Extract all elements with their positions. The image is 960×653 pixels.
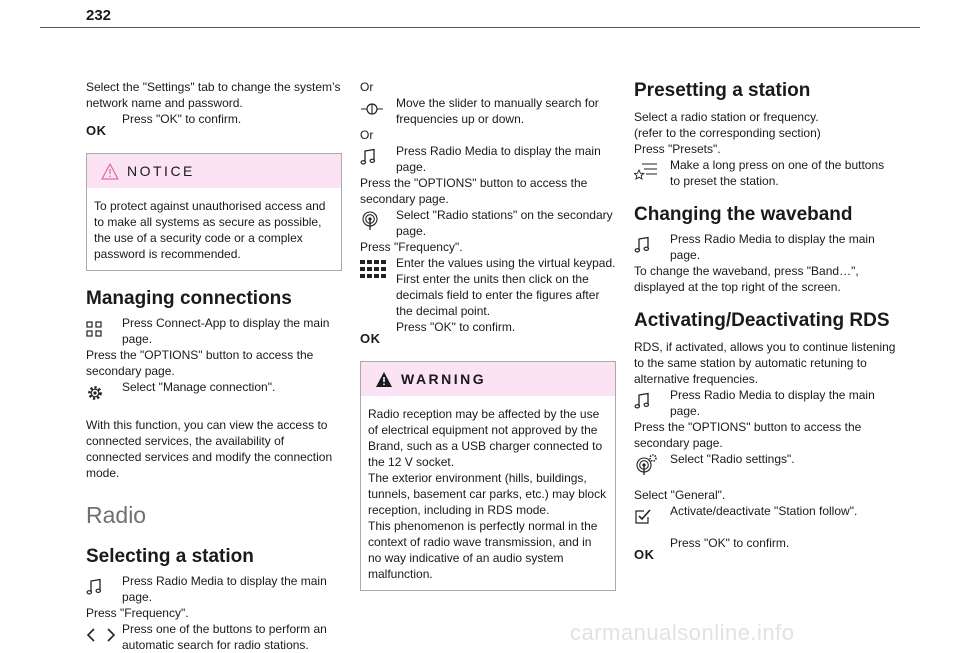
- ok-icon: OK: [360, 331, 381, 346]
- settings-intro: Select the "Settings" tab to change the system’s network name and password.: [86, 80, 341, 110]
- music-note-icon: [634, 231, 670, 259]
- radio-media-step: Press Radio Media to display the main page.: [360, 143, 616, 175]
- radio-stations-step: Select "Radio stations" on the secondary page.: [360, 207, 616, 239]
- selecting-step-1: Press Radio Media to display the main page.: [86, 573, 342, 605]
- warning-header: [361, 362, 615, 396]
- rds-activate-step: Activate/deactivate "Station follow".: [634, 503, 896, 531]
- warning-body: Radio reception may be affected by the use of electrical equipment not approved by the Brand, such as a USB charger connected to the 12 V socket. The exterior environment (hills, buildings, tunnels, basement car parks, etc.) may block reception, including in RDS mode. This phenomenon is perfectly normal in the context of radio wave transmission, and in no way indicative of an audio system malfunction.: [368, 407, 607, 581]
- managing-step-2: Press the "OPTIONS" button to access the secondary page.: [86, 348, 314, 378]
- ok-step-text: Press "OK" to confirm.: [122, 112, 242, 126]
- managing-step-1: Press Connect-App to display the main page.: [86, 315, 342, 347]
- notice-title: NOTICE: [127, 163, 195, 179]
- ok-icon: OK: [86, 123, 107, 138]
- warning-box: [360, 361, 616, 591]
- heading-presetting-station: Presetting a station: [634, 80, 811, 101]
- warning-title: WARNING: [401, 371, 487, 387]
- waveband-step-1: Press Radio Media to display the main page.: [634, 231, 896, 263]
- or-2: Or: [360, 128, 374, 142]
- notice-header: [87, 154, 341, 188]
- keypad-icon: [360, 255, 396, 283]
- selecting-step-3: Press one of the buttons to perform an automatic search for radio stations.: [86, 621, 342, 653]
- options-step: Press the "OPTIONS" button to access the secondary page.: [360, 176, 588, 206]
- ok-icon: OK: [634, 547, 655, 562]
- selecting-step-2: Press "Frequency".: [86, 606, 189, 620]
- ok-step: OK Press "OK" to confirm.: [634, 536, 790, 562]
- ok-step: OK Press "OK" to confirm.: [360, 320, 516, 346]
- header-rule: [40, 27, 920, 28]
- warning-triangle-icon: [375, 371, 393, 388]
- notice-box: [86, 153, 342, 271]
- ok-step: [86, 111, 342, 139]
- checkbox-icon: [634, 503, 670, 531]
- column-2: [360, 79, 616, 591]
- music-note-icon: [86, 573, 122, 601]
- notice-body: To protect against unauthorised access and to make all systems as secure as possible, the use of a security code or a complex password is recommended.: [94, 199, 326, 261]
- managing-para: With this function, you can view the access to connected services, the availability of connected services and modify the connection mode.: [86, 418, 333, 480]
- waveband-para: To change the waveband, press "Band…", displayed at the top right of the screen.: [634, 264, 859, 294]
- music-note-icon: [634, 387, 670, 415]
- preset-step: Make a long press on one of the buttons to preset the station.: [634, 157, 896, 189]
- heading-selecting-station: Selecting a station: [86, 546, 254, 567]
- apps-grid-icon: [86, 315, 122, 343]
- rds-step-2: Press the "OPTIONS" button to access the secondary page.: [634, 420, 862, 450]
- slider-step: Move the slider to manually search for frequencies up or down.: [360, 95, 616, 127]
- chevron-left-right-icon: [86, 621, 122, 649]
- heading-managing-connections: Managing connections: [86, 288, 292, 309]
- column-1: [86, 79, 342, 653]
- rds-general: Select "General".: [634, 488, 726, 502]
- page-number: 232: [86, 7, 112, 24]
- slider-target-icon: [360, 95, 396, 123]
- heading-changing-waveband: Changing the waveband: [634, 204, 853, 225]
- or-1: Or: [360, 80, 374, 94]
- watermark: carmanualsonline.info: [570, 620, 795, 645]
- warning-triangle-icon: [101, 163, 119, 180]
- heading-rds: Activating/Deactivating RDS: [634, 310, 890, 331]
- rds-step-3: Select "Radio settings".: [634, 451, 896, 479]
- heading-radio: Radio: [86, 502, 147, 528]
- antenna-icon: [360, 207, 396, 235]
- radio-settings-icon: [634, 451, 670, 479]
- star-list-icon: [634, 157, 670, 185]
- rds-para: RDS, if activated, allows you to continue listening to the same station by automatic retuning to alternative frequencies.: [634, 340, 896, 386]
- keypad-step: Enter the values using the virtual keypad. First enter the units then click on the decimals field to enter the figures after the decimal point.: [360, 255, 616, 319]
- music-note-icon: [360, 143, 396, 171]
- gear-icon: [86, 379, 122, 407]
- column-3: Presetting a station Select a radio station or frequency. (refer to the corresponding section) Press "Presets". Make a long press on one of the buttons to preset the station. Changing the waveband Press Radio Media to display the main page. To change the waveband, press "Band…", displayed at the top right of the screen. Activating/Deactivating RDS RDS, if activated, allows you to continue listening to the same station by automatic retuning to alternative frequencies. Press Radio Media to display the main page. Press the "OPTIONS" button to access the secondary page. Select "Radio settings". Select "General". Activate/deactivate "Station follow". OK Press "OK" to confirm.: [634, 80, 896, 562]
- frequency-step: Press "Frequency".: [360, 240, 463, 254]
- rds-step-1: Press Radio Media to display the main page.: [634, 387, 896, 419]
- managing-step-3: Select "Manage connection".: [86, 379, 342, 407]
